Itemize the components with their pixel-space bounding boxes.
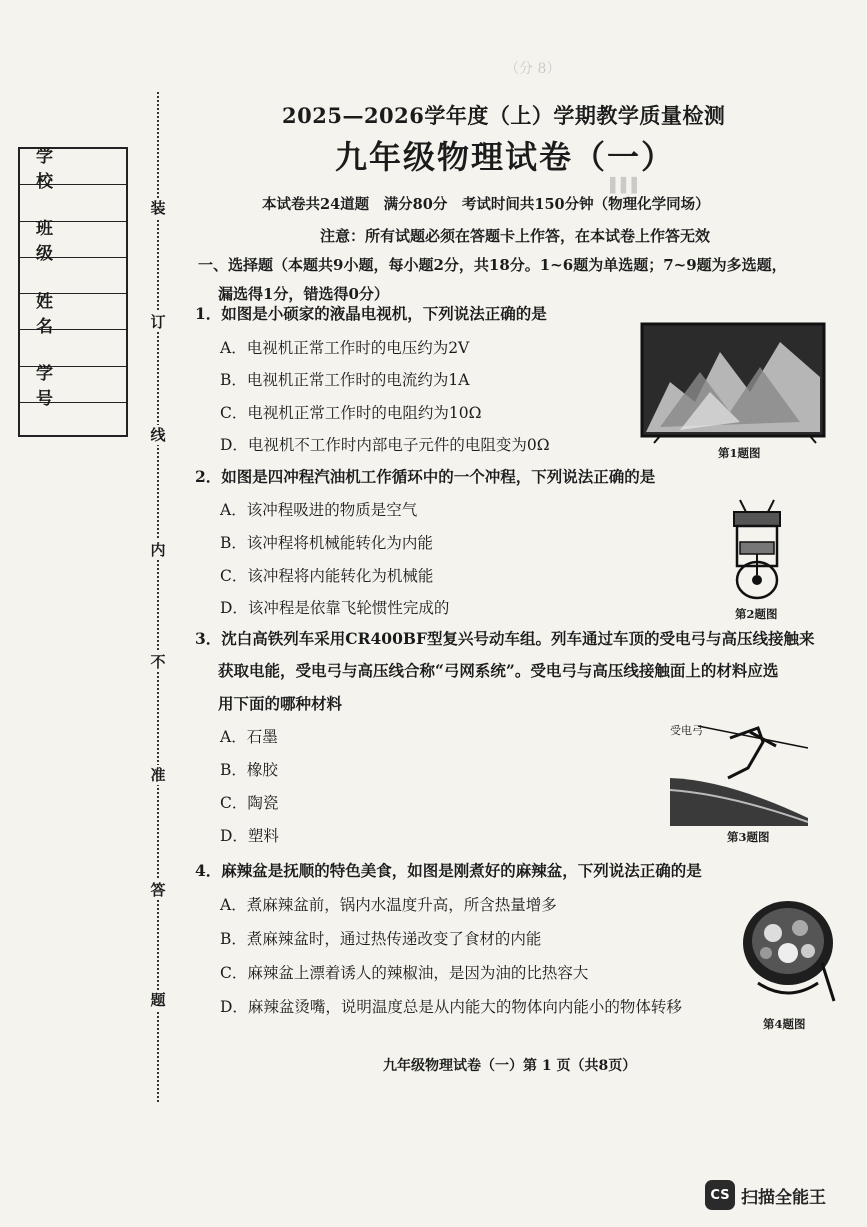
question-1-option-a: A．电视机正常工作时的电压约为2V [220, 339, 470, 357]
binding-char: 线 [148, 425, 168, 445]
section-line-2: 漏选得1分，错选得0分） [218, 285, 389, 303]
tv-figure [640, 322, 827, 444]
question-4-option-c: C．麻辣盆上漂着诱人的辣椒油，是因为油的比热容大 [220, 964, 589, 982]
question-3-stem-line-1: 3．沈白高铁列车采用CR400BF型复兴号动车组。列车通过车顶的受电弓与高压线接触来 [195, 629, 815, 648]
scanner-app-name: 扫描全能王 [741, 1187, 826, 1208]
exam-notice: 注意：所有试题必须在答题卡上作答，在本试卷上作答无效 [320, 227, 711, 245]
info-label-school: 学 校 [20, 149, 126, 185]
info-label-name: 姓 名 [20, 294, 126, 330]
question-2-option-c: C．该冲程将内能转化为机械能 [220, 567, 434, 585]
binding-char: 答 [148, 880, 168, 900]
binding-char: 不 [148, 652, 168, 672]
question-1-option-b: B．电视机正常工作时的电流约为1A [220, 371, 470, 389]
figure-2-caption: 第2题图 [735, 607, 778, 621]
question-4-option-d: D．麻辣盆烫嘴，说明温度总是从内能大的物体向内能小的物体转移 [220, 998, 682, 1016]
binding-char: 题 [148, 990, 168, 1010]
exam-main-title: 九年级物理试卷（一） [335, 138, 676, 176]
binding-char: 内 [148, 540, 168, 560]
student-info-box [18, 147, 128, 437]
exam-year-title: 2025—2026学年度（上）学期教学质量检测 [282, 103, 726, 128]
question-2-stem: 2．如图是四冲程汽油机工作循环中的一个冲程，下列说法正确的是 [195, 467, 656, 486]
engine-figure [722, 490, 792, 605]
binding-char: 订 [148, 312, 168, 332]
section-heading [198, 251, 838, 309]
binding-char: 准 [148, 765, 168, 785]
question-3-option-a: A．石墨 [220, 728, 278, 746]
question-3-stem-line-2: 获取电能，受电弓与高压线合称“弓网系统”。受电弓与高压线接触面上的材料应选 [218, 661, 779, 680]
info-label-student-id: 学 号 [20, 367, 126, 403]
question-4-option-b: B．煮麻辣盆时，通过热传递改变了食材的内能 [220, 930, 542, 948]
page-footer: 九年级物理试卷（一）第 1 页（共8页） [383, 1058, 637, 1074]
question-1-option-c: C．电视机正常工作时的电阻约为10Ω [220, 404, 482, 422]
binding-dotted-line [157, 92, 159, 1102]
question-1-stem: 1．如图是小硕家的液晶电视机，下列说法正确的是 [195, 304, 547, 323]
exam-info-line: 本试卷共24道题 满分80分 考试时间共150分钟（物理化学同场） [262, 196, 710, 213]
scanner-logo-icon: CS [705, 1180, 735, 1210]
question-4-option-a: A．煮麻辣盆前，锅内水温度升高，所含热量增多 [220, 896, 557, 914]
figure-4-caption: 第4题图 [763, 1017, 806, 1031]
question-3-option-c: C．陶瓷 [220, 794, 279, 812]
figure-3-caption: 第3题图 [727, 830, 770, 844]
info-label-class: 班 级 [20, 222, 126, 258]
question-3-stem-line-3: 用下面的哪种材料 [218, 694, 343, 713]
question-2-option-b: B．该冲程将机械能转化为内能 [220, 534, 433, 552]
question-2-option-a: A．该冲程吸进的物质是空气 [220, 501, 418, 519]
pantograph-label: 受电弓 [670, 724, 703, 737]
question-1-option-d: D．电视机不工作时内部电子元件的电阻变为0Ω [220, 436, 550, 454]
bleed-through-text: （分 8） [505, 61, 561, 77]
bleed-through-text: ▌▌▌ [610, 178, 643, 194]
question-3-option-d: D．塑料 [220, 827, 279, 845]
question-2-option-d: D．该冲程是依靠飞轮惯性完成的 [220, 599, 450, 617]
spicy-pot-figure [738, 893, 838, 1011]
binding-char: 装 [148, 198, 168, 218]
question-3-option-b: B．橡胶 [220, 761, 278, 779]
scanner-watermark [705, 1180, 826, 1210]
figure-1-caption: 第1题图 [718, 446, 761, 460]
section-line-1: 一、选择题（本题共9小题，每小题2分，共18分。1~6题为单选题；7~9题为多选题， [198, 256, 787, 274]
question-4-stem: 4．麻辣盆是抚顺的特色美食，如图是刚煮好的麻辣盆，下列说法正确的是 [195, 861, 702, 880]
